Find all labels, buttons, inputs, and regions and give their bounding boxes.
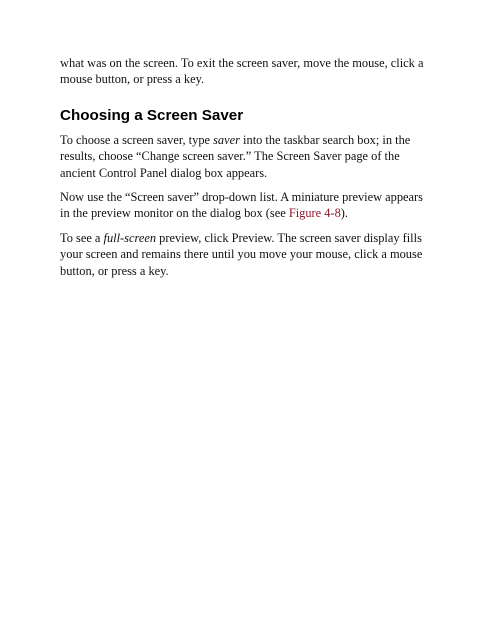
paragraph-intro: what was on the screen. To exit the screen saver, move the mouse, click a mouse button, or press a key. [60, 56, 424, 87]
paragraph-text: To choose a screen saver, type [60, 132, 214, 147]
paragraph-text: into the taskbar search box; in the results, choose “Change screen saver.” The Screen Saver page of the ancient Control Panel dialog box appears. [60, 132, 411, 180]
paragraph-text: preview, click Preview. The screen saver display fills your screen and remains there until you move your mouse, click a mouse button, or press a key. [60, 230, 423, 278]
paragraph-full-screen-preview [60, 230, 432, 279]
emphasis-saver: saver [213, 132, 240, 147]
paragraph-text: ). [340, 206, 349, 221]
section-heading: Choosing a Screen Saver [60, 106, 244, 124]
document-page [60, 55, 432, 279]
paragraph-dropdown [60, 189, 432, 222]
paragraph-choose-screen-saver [60, 132, 432, 181]
paragraph-text: Now use the “Screen saver” drop-down list. A miniature preview appears in the preview monitor on the dialog box (see [60, 190, 423, 221]
figure-4-8-link[interactable]: Figure 4-8 [288, 206, 341, 221]
paragraph-text: To see a [60, 230, 104, 245]
emphasis-full-screen: full-screen [103, 230, 157, 245]
